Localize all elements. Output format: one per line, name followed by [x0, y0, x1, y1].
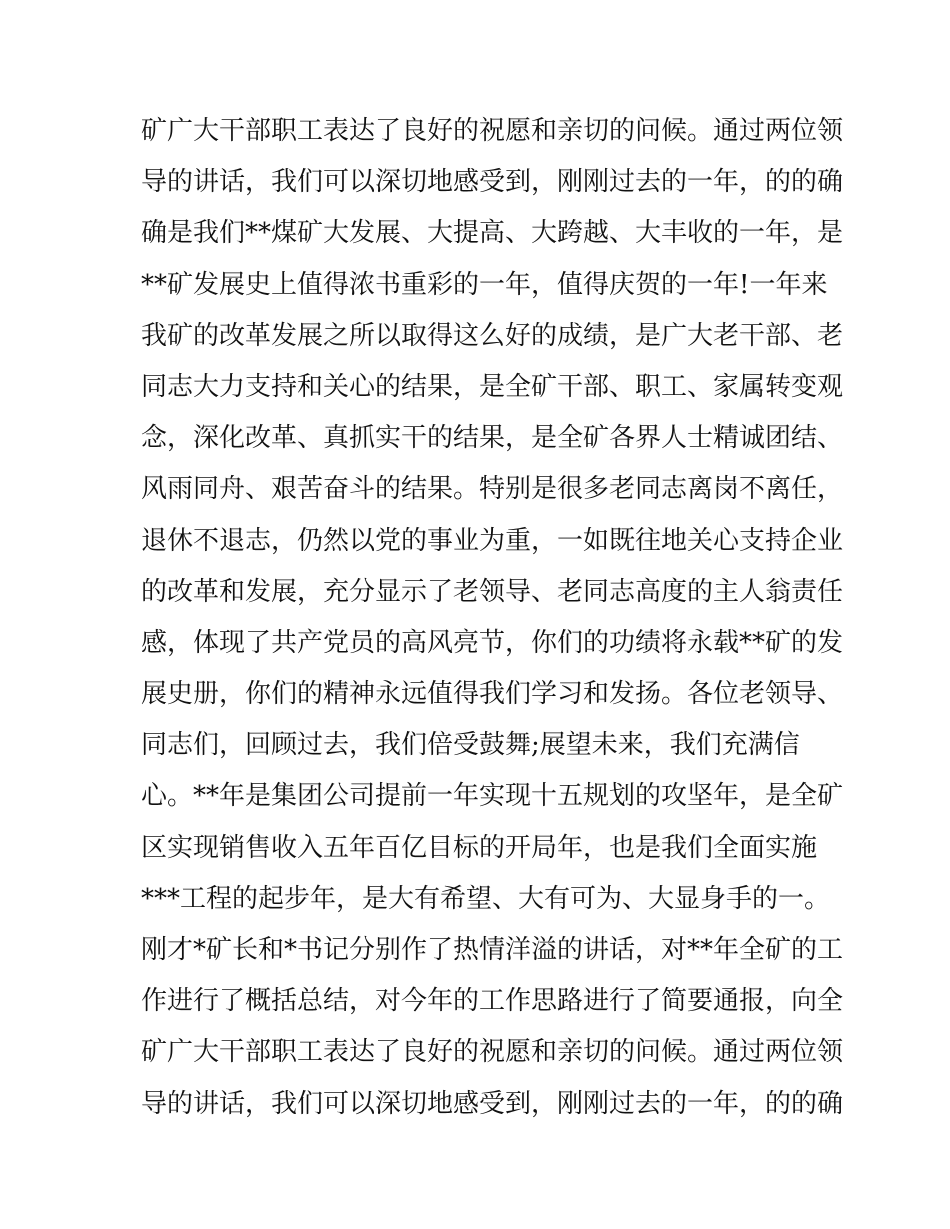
text-line-9: 退休不退志，仍然以党的事业为重，一如既往地关心支持企业: [141, 525, 844, 556]
text-line-20: 导的讲话，我们可以深切地感受到，刚刚过去的一年，的的确: [141, 1088, 844, 1119]
text-line-11: 感，体现了共产党员的高风亮节，你们的功绩将永载**矿的发: [141, 627, 844, 658]
text-line-15: 区实现销售收入五年百亿目标的开局年，也是我们全面实施: [141, 832, 818, 863]
text-line-8: 风雨同舟、艰苦奋斗的结果。特别是很多老同志离岗不离任，: [141, 474, 844, 505]
text-line-12: 展史册，你们的精神永远值得我们学习和发扬。各位老领导、: [141, 679, 844, 710]
text-line-1: 矿广大干部职工表达了良好的祝愿和亲切的问候。通过两位领: [141, 116, 844, 146]
text-line-19: 矿广大干部职工表达了良好的祝愿和亲切的问候。通过两位领: [141, 1037, 844, 1068]
text-line-13: 同志们，回顾过去，我们倍受鼓舞;展望未来，我们充满信: [141, 730, 800, 761]
text-line-4: **矿发展史上值得浓书重彩的一年，值得庆贺的一年!一年来: [141, 269, 828, 300]
text-line-2: 导的讲话，我们可以深切地感受到，刚刚过去的一年，的的确: [141, 167, 844, 198]
text-line-7: 念，深化改革、真抓实干的结果，是全矿各界人士精诚团结、: [141, 423, 844, 454]
text-line-10: 的改革和发展，充分显示了老领导、老同志高度的主人翁责任: [141, 576, 844, 607]
text-line-17: 刚才*矿长和*书记分别作了热情洋溢的讲话，对**年全矿的工: [141, 935, 844, 965]
text-line-6: 同志大力支持和关心的结果，是全矿干部、职工、家属转变观: [141, 371, 844, 402]
text-line-3: 确是我们**煤矿大发展、大提高、大跨越、大丰收的一年，是: [141, 218, 844, 249]
text-line-18: 作进行了概括总结，对今年的工作思路进行了简要通报，向全: [141, 986, 844, 1017]
text-line-16: ***工程的起步年，是大有希望、大有可为、大显身手的一。: [141, 883, 831, 914]
body-text: [141, 106, 844, 1130]
text-line-14: 心。**年是集团公司提前一年实现十五规划的攻坚年，是全矿: [141, 781, 844, 812]
text-line-5: 我矿的改革发展之所以取得这么好的成绩，是广大老干部、老: [141, 320, 844, 351]
